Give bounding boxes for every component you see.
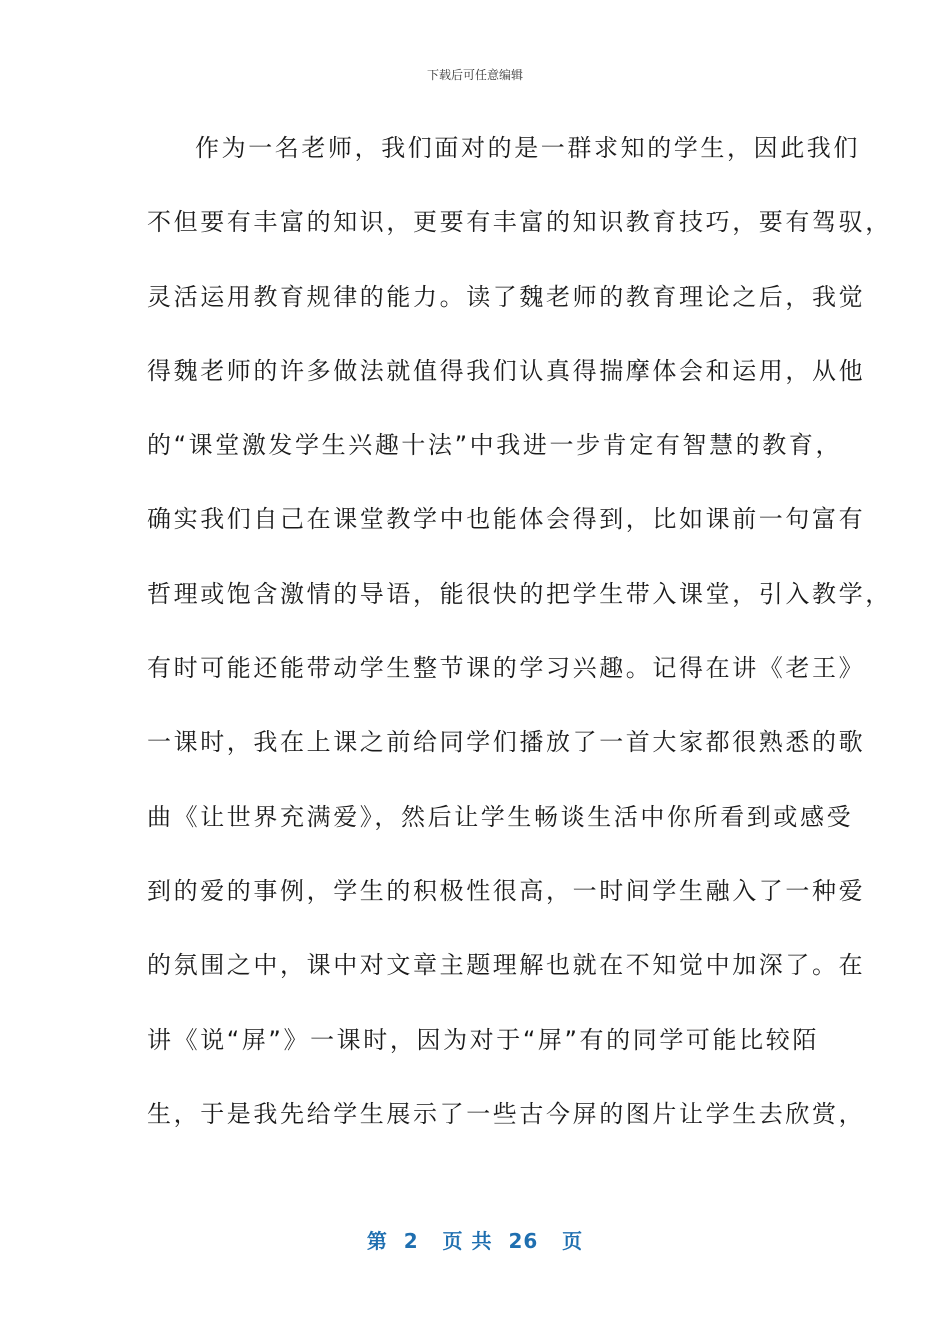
text-line: 生，于是我先给学生展示了一些古今屏的图片让学生去欣赏， xyxy=(147,1099,866,1128)
text-line: 有时可能还能带动学生整节课的学习兴趣。记得在讲《老王》 xyxy=(147,654,866,683)
text-line: 到的爱的事例，学生的积极性很高，一时间学生融入了一种爱 xyxy=(147,876,866,905)
text-line: 确实我们自己在课堂教学中也能体会得到，比如课前一句富有 xyxy=(147,505,866,534)
text-line: 哲理或饱含激情的导语，能很快的把学生带入课堂，引入教学， xyxy=(147,579,892,608)
text-line: 的氛围之中，课中对文章主题理解也就在不知觉中加深了。在 xyxy=(147,951,866,980)
header-note: 下载后可任意编辑 xyxy=(426,68,523,82)
text-line: 讲《说“屏”》一课时，因为对于“屏”有的同学可能比较陌 xyxy=(147,1025,819,1054)
text-line: 不但要有丰富的知识，更要有丰富的知识教育技巧，要有驾驭， xyxy=(147,208,892,237)
page-number: 第 2 页 共 26 页 xyxy=(366,1229,584,1253)
body-text xyxy=(147,128,892,1168)
text-line: 曲《让世界充满爱》，然后让学生畅谈生活中你所看到或感受 xyxy=(147,802,854,831)
text-line: 灵活运用教育规律的能力。读了魏老师的教育理论之后，我觉 xyxy=(147,282,866,311)
text-line: 的“课堂激发学生兴趣十法”中我进一步肯定有智慧的教育， xyxy=(147,431,843,460)
text-line: 一课时，我在上课之前给同学们播放了一首大家都很熟悉的歌 xyxy=(147,728,866,757)
text-line: 作为一名老师，我们面对的是一群求知的学生，因此我们 xyxy=(195,134,860,162)
text-line: 得魏老师的许多做法就值得我们认真得揣摩体会和运用，从他 xyxy=(147,356,866,385)
